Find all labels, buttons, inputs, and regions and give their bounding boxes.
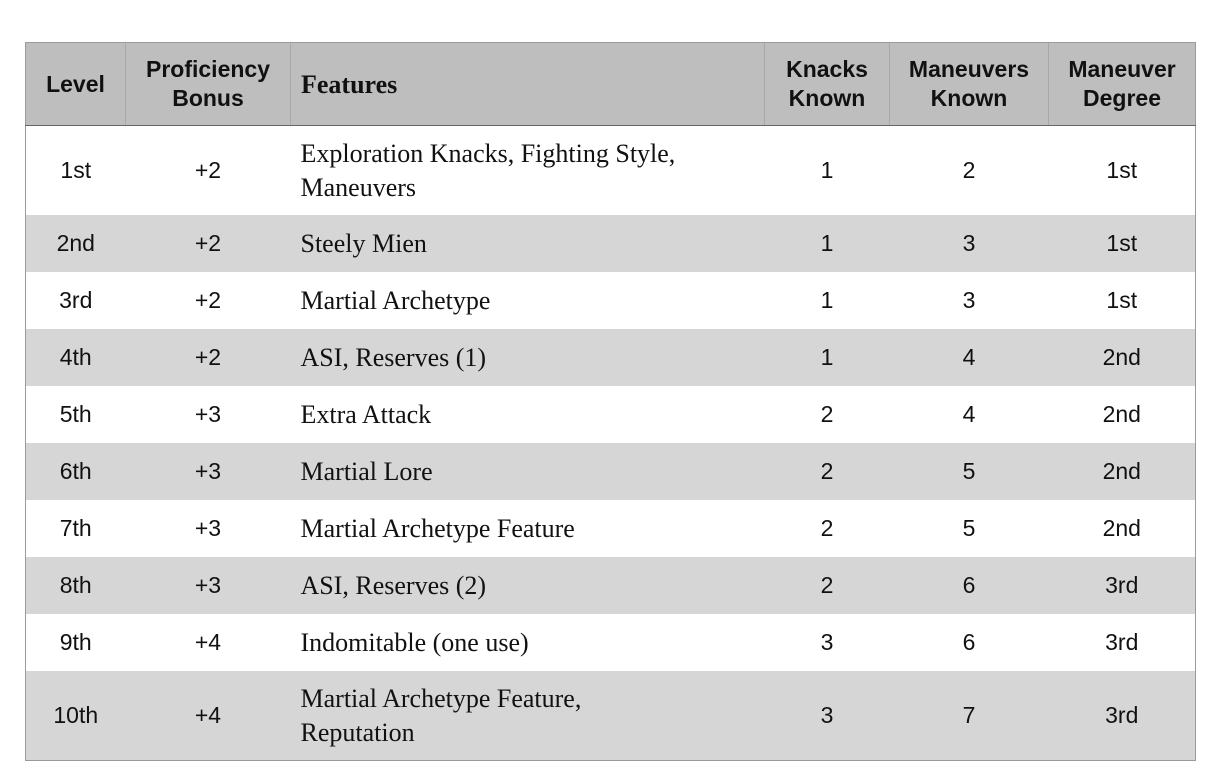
features-line: Maneuvers (300, 172, 417, 202)
features-line: Indomitable (one use) (300, 627, 529, 657)
cell-level: 2nd (26, 215, 126, 272)
features-line: Martial Archetype Feature, (300, 683, 582, 713)
table-row (26, 671, 1196, 761)
cell-proficiency-bonus: +3 (126, 443, 291, 500)
header-proficiency-line-2: Bonus (172, 85, 244, 111)
cell-maneuver-degree: 1st (1049, 126, 1196, 216)
cell-maneuvers-known: 4 (890, 329, 1049, 386)
features-line: Extra Attack (300, 399, 432, 429)
cell-features (291, 671, 765, 761)
cell-features (291, 329, 765, 386)
table-row (26, 443, 1196, 500)
cell-maneuvers-known: 7 (890, 671, 1049, 761)
header-level-text: Level (46, 70, 105, 97)
cell-knacks-known: 1 (765, 272, 890, 329)
table-body (26, 126, 1196, 761)
table-row (26, 500, 1196, 557)
table-row (26, 126, 1196, 216)
cell-knacks-known: 2 (765, 500, 890, 557)
table-row (26, 215, 1196, 272)
header-maneuver-degree (1049, 43, 1196, 126)
header-knacks-line-2: Known (788, 85, 866, 111)
cell-level: 1st (26, 126, 126, 216)
cell-maneuvers-known: 3 (890, 272, 1049, 329)
cell-proficiency-bonus: +2 (126, 126, 291, 216)
cell-maneuvers-known: 6 (890, 557, 1049, 614)
cell-maneuvers-known: 5 (890, 500, 1049, 557)
cell-level: 9th (26, 614, 126, 671)
table-row (26, 557, 1196, 614)
cell-maneuver-degree: 3rd (1049, 614, 1196, 671)
cell-maneuver-degree: 3rd (1049, 671, 1196, 761)
cell-proficiency-bonus: +4 (126, 671, 291, 761)
cell-features (291, 557, 765, 614)
cell-maneuver-degree: 3rd (1049, 557, 1196, 614)
header-maneuvers-line-1: Maneuvers (908, 56, 1030, 82)
features-line: Steely Mien (300, 228, 427, 258)
cell-maneuvers-known: 3 (890, 215, 1049, 272)
cell-level: 7th (26, 500, 126, 557)
class-progression-table (25, 42, 1196, 761)
header-features-text: Features (301, 69, 398, 99)
cell-maneuver-degree: 2nd (1049, 443, 1196, 500)
cell-proficiency-bonus: +3 (126, 386, 291, 443)
header-level (26, 43, 126, 126)
cell-maneuver-degree: 1st (1049, 215, 1196, 272)
features-line: Exploration Knacks, Fighting Style, (300, 138, 676, 168)
cell-proficiency-bonus: +2 (126, 329, 291, 386)
cell-maneuvers-known: 4 (890, 386, 1049, 443)
header-degree-line-2: Degree (1083, 85, 1161, 111)
header-maneuvers-known (890, 43, 1049, 126)
cell-level: 10th (26, 671, 126, 761)
cell-maneuvers-known: 5 (890, 443, 1049, 500)
header-features (291, 43, 765, 126)
class-progression-table-container (25, 42, 1195, 761)
cell-maneuver-degree: 1st (1049, 272, 1196, 329)
cell-knacks-known: 3 (765, 614, 890, 671)
cell-proficiency-bonus: +2 (126, 215, 291, 272)
cell-maneuver-degree: 2nd (1049, 386, 1196, 443)
cell-knacks-known: 2 (765, 557, 890, 614)
cell-level: 5th (26, 386, 126, 443)
header-proficiency-line-1: Proficiency (146, 56, 270, 82)
cell-level: 3rd (26, 272, 126, 329)
cell-features (291, 386, 765, 443)
features-line: Reputation (300, 717, 415, 747)
cell-level: 6th (26, 443, 126, 500)
cell-maneuvers-known: 6 (890, 614, 1049, 671)
table-row (26, 386, 1196, 443)
cell-maneuver-degree: 2nd (1049, 329, 1196, 386)
cell-features (291, 272, 765, 329)
cell-maneuver-degree: 2nd (1049, 500, 1196, 557)
cell-features (291, 443, 765, 500)
header-maneuvers-line-2: Known (930, 85, 1008, 111)
cell-maneuvers-known: 2 (890, 126, 1049, 216)
cell-knacks-known: 1 (765, 126, 890, 216)
cell-knacks-known: 2 (765, 443, 890, 500)
cell-proficiency-bonus: +3 (126, 500, 291, 557)
features-line: Martial Archetype Feature (300, 513, 575, 543)
cell-proficiency-bonus: +3 (126, 557, 291, 614)
cell-level: 8th (26, 557, 126, 614)
features-line: Martial Archetype (300, 285, 491, 315)
cell-level: 4th (26, 329, 126, 386)
features-line: Martial Lore (300, 456, 433, 486)
table-header (26, 43, 1196, 126)
cell-knacks-known: 1 (765, 215, 890, 272)
cell-features (291, 215, 765, 272)
cell-knacks-known: 1 (765, 329, 890, 386)
features-line: ASI, Reserves (1) (300, 342, 487, 372)
header-proficiency-bonus (126, 43, 291, 126)
header-knacks-line-1: Knacks (786, 56, 868, 82)
table-row (26, 614, 1196, 671)
table-row (26, 329, 1196, 386)
cell-proficiency-bonus: +2 (126, 272, 291, 329)
features-line: ASI, Reserves (2) (300, 570, 487, 600)
table-row (26, 272, 1196, 329)
cell-features (291, 500, 765, 557)
cell-features (291, 126, 765, 216)
cell-features (291, 614, 765, 671)
cell-proficiency-bonus: +4 (126, 614, 291, 671)
header-degree-line-1: Maneuver (1068, 56, 1176, 82)
header-knacks-known (765, 43, 890, 126)
header-row (26, 43, 1196, 126)
cell-knacks-known: 2 (765, 386, 890, 443)
cell-knacks-known: 3 (765, 671, 890, 761)
